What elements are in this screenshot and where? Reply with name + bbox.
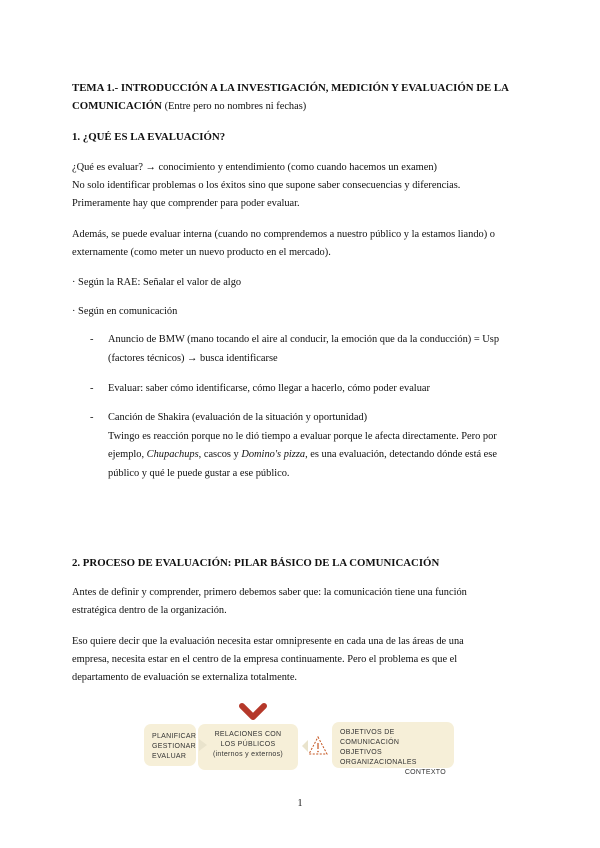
- bullet-3-text: , cascos y: [198, 449, 242, 460]
- bullet-marker: -: [90, 412, 94, 423]
- diagram-box-relaciones: [198, 724, 298, 770]
- doc-title-line1: TEMA 1.- INTRODUCCIÓN A LA INVESTIGACIÓN, MEDICIÓN Y EVALUACIÓN DE LA: [72, 82, 509, 94]
- bullet-3-line1: Canción de Shakira (evaluación de la situación y oportunidad): [108, 412, 368, 423]
- box3-line: OBJETIVOS ORGANIZACIONALES: [340, 749, 417, 766]
- box1-line: EVALUAR: [152, 753, 187, 760]
- s2-p2-line1: Eso quiere decir que la evaluación necesita estar omnipresente en cada una de las áreas de una: [72, 636, 464, 647]
- bullet-3-text: , es una evaluación, detectando dónde está ese: [305, 449, 497, 460]
- bullet-3-italic-1: Chupachups: [146, 449, 199, 460]
- box2-line: (internos y externos): [212, 751, 284, 758]
- s1-p1-line1: ¿Qué es evaluar? → conocimiento y entendimiento (como cuando hacemos un examen): [72, 162, 437, 173]
- section2-title: 2. PROCESO DE EVALUACIÓN: PILAR BÁSICO DE LA COMUNICACIÓN: [72, 557, 440, 569]
- s2-p1-line1: Antes de definir y comprender, primero debemos saber que: la comunicación tiene una función: [72, 587, 467, 598]
- s2-p1-line2: estratégica dentro de la organización.: [72, 605, 227, 616]
- bullet-3-italic-2: Domino's pizza: [241, 449, 306, 460]
- box3-line: OBJETIVOS DE COMUNICACIÓN: [340, 729, 400, 746]
- s1-p1-line2: No solo identificar problemas o los éxitos sino que supone saber consecuencias y diferencias.: [72, 180, 461, 191]
- s1-comunicacion-line: · Según en comunicación: [72, 306, 178, 317]
- box1-line: PLANIFICAR: [152, 733, 197, 740]
- diagram-box-objetivos: [332, 722, 454, 776]
- diagram-box-planificar: [144, 724, 196, 766]
- chevron-down-icon: [238, 702, 268, 722]
- bullet-3-text: ejemplo,: [108, 449, 147, 460]
- doc-title-line2: [72, 98, 532, 116]
- s1-rae-line: · Según la RAE: Señalar el valor de algo: [72, 277, 242, 288]
- s2-p2-line2: empresa, necesita estar en el centro de la empresa continuamente. Pero el problema es que el: [72, 654, 458, 665]
- box2-line: RELACIONES CON: [214, 731, 282, 738]
- bullet-3-line3: [108, 446, 540, 465]
- s1-p2-line2: externamente (como meter un nuevo producto en el mercado).: [72, 247, 331, 258]
- bullet-3-line4: público y qué le puede gustar a ese público.: [108, 468, 290, 479]
- bullet-3-line2: Twingo es reacción porque no le dió tiempo a evaluar porque le afecta directamente. Pero por: [108, 431, 497, 442]
- box2-line: LOS PÚBLICOS: [220, 741, 276, 748]
- bullet-marker: -: [90, 334, 94, 345]
- arrow-right-icon: [198, 738, 208, 752]
- box1-line: GESTIONAR: [152, 743, 196, 750]
- doc-title-note: (Entre pero no nombres ni fechas): [161, 101, 307, 112]
- bullet-marker: -: [90, 383, 94, 394]
- s1-p1-line3: Primeramente hay que comprender para poder evaluar.: [72, 198, 300, 209]
- box3-line: CONTEXTO: [404, 769, 446, 776]
- s1-p2-line1: Además, se puede evaluar interna (cuando no comprendemos a nuestro público y la estamos liando) o: [72, 229, 495, 240]
- bullet-1-line2: (factores técnicos) → busca identificarse: [108, 353, 278, 364]
- page-number: 1: [297, 798, 303, 809]
- warning-icon: [300, 734, 330, 758]
- bullet-2-line1: Evaluar: saber cómo identificarse, cómo llegar a hacerlo, cómo poder evaluar: [108, 383, 430, 394]
- doc-title-bold: COMUNICACIÓN: [72, 100, 162, 112]
- bullet-1-line1: Anuncio de BMW (mano tocando el aire al conducir, la emoción que da la conducción) = Usp: [108, 334, 500, 345]
- s2-p2-line3: departamento de evaluación se externaliza totalmente.: [72, 672, 298, 683]
- section1-title: 1. ¿QUÉ ES LA EVALUACIÓN?: [72, 131, 226, 143]
